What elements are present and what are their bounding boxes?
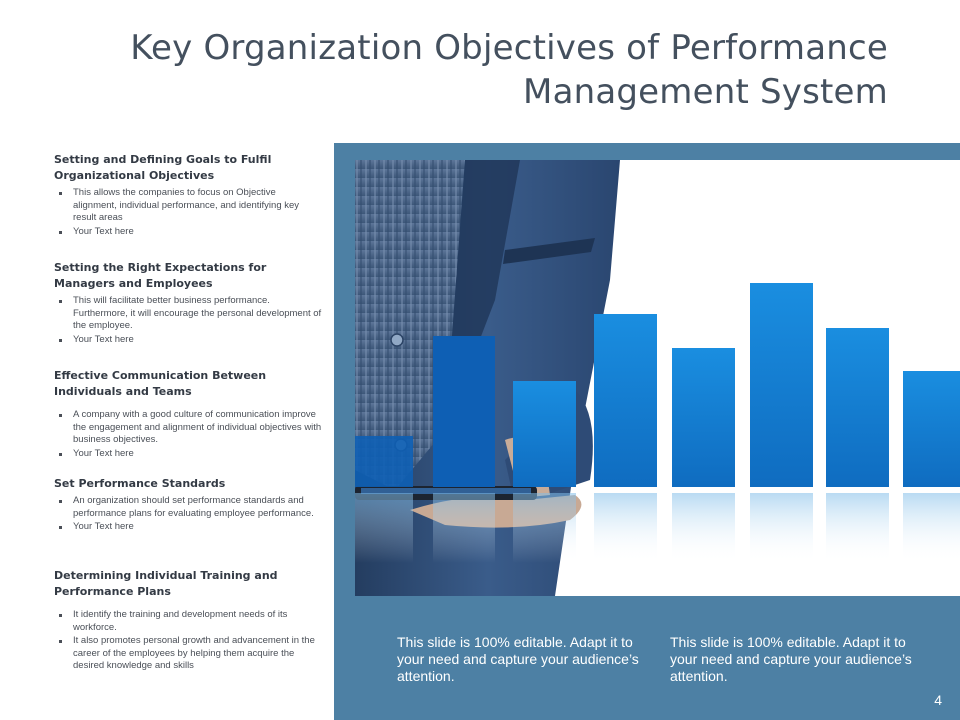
bullet-item (54, 187, 322, 225)
bullet-text: This will facilitate better business performance. Furthermore, it will encourage the personal development of the employee. (73, 295, 322, 332)
bullet-text: Your Text here (73, 225, 134, 237)
graph-bar-reflection (513, 493, 576, 563)
bullet-item (54, 635, 322, 673)
bullet-item (54, 334, 322, 347)
bullet-text: Your Text here (73, 447, 134, 459)
bullet-item (54, 226, 322, 239)
graph-bar-reflection (672, 493, 735, 563)
square-bullet-icon (59, 453, 62, 456)
square-bullet-icon (59, 192, 62, 195)
graph-bar-reflection (355, 493, 413, 563)
bullet-text: A company with a good culture of communication improve the engagement and alignment of individual objectives with business objectives. (73, 409, 322, 446)
section-heading: Effective Communication Between Individuals and Teams (54, 369, 267, 398)
objective-section (54, 476, 322, 568)
bullet-item (54, 448, 322, 461)
bullet-text: An organization should set performance standards and performance plans for evaluating employee performance. (73, 495, 314, 519)
bullet-list (54, 187, 322, 238)
shirt-button (391, 334, 403, 346)
caption-text: This slide is 100% editable. Adapt it to your need and capture your audience’s attention. (397, 634, 639, 684)
square-bullet-icon (59, 231, 62, 234)
bullet-text: Your Text here (73, 333, 134, 345)
graph-bar (594, 314, 657, 487)
objectives-list (54, 152, 322, 674)
square-bullet-icon (59, 300, 62, 303)
square-bullet-icon (59, 500, 62, 503)
photo-illustration (355, 160, 960, 596)
bullet-list (54, 295, 322, 346)
objective-section (54, 368, 322, 476)
objective-section (54, 152, 322, 260)
section-heading: Setting and Defining Goals to Fulfil Organizational Objectives (54, 153, 272, 182)
graph-bar (672, 348, 735, 487)
section-heading: Set Performance Standards (54, 477, 226, 490)
objective-section (54, 260, 322, 368)
bullet-item (54, 495, 322, 520)
caption-text: This slide is 100% editable. Adapt it to your need and capture your audience’s attention. (670, 634, 912, 684)
square-bullet-icon (59, 339, 62, 342)
bullet-text: It identify the training and development needs of its workforce. (73, 609, 288, 633)
bullet-item (54, 521, 322, 534)
bullet-text: It also promotes personal growth and advancement in the career of the employees by helping them acquire the desired knowledge and skills (73, 635, 315, 672)
section-heading: Determining Individual Training and Performance Plans (54, 569, 278, 598)
graph-bar-reflection (903, 493, 960, 563)
square-bullet-icon (59, 526, 62, 529)
bullet-item (54, 409, 322, 447)
graph-bar (750, 283, 813, 487)
graph-bar (433, 336, 495, 487)
slide-title: Key Organization Objectives of Performance Management System (130, 28, 888, 112)
graph-bar (513, 381, 576, 487)
graph-bar-reflection (750, 493, 813, 563)
objective-section (54, 568, 322, 673)
square-bullet-icon (59, 414, 62, 417)
section-heading: Setting the Right Expectations for Managers and Employees (54, 261, 267, 290)
graph-bar-reflection (433, 493, 495, 563)
bullet-list (54, 495, 322, 534)
bullet-list (54, 409, 322, 460)
bullet-text: Your Text here (73, 521, 134, 533)
graph-bar (826, 328, 889, 487)
businessman-tablet-bar-graph-photo (355, 160, 960, 596)
page-number: 4 (934, 692, 942, 708)
graph-bar (903, 371, 960, 487)
bullet-item (54, 609, 322, 634)
bullet-item (54, 295, 322, 333)
bullet-list (54, 609, 322, 673)
graph-bar-reflection (826, 493, 889, 563)
graph-bar-reflection (594, 493, 657, 563)
square-bullet-icon (59, 614, 62, 617)
bullet-text: This allows the companies to focus on Objective alignment, individual performance, and identifying key result areas (73, 187, 300, 224)
square-bullet-icon (59, 640, 62, 643)
graph-bar (355, 436, 413, 487)
